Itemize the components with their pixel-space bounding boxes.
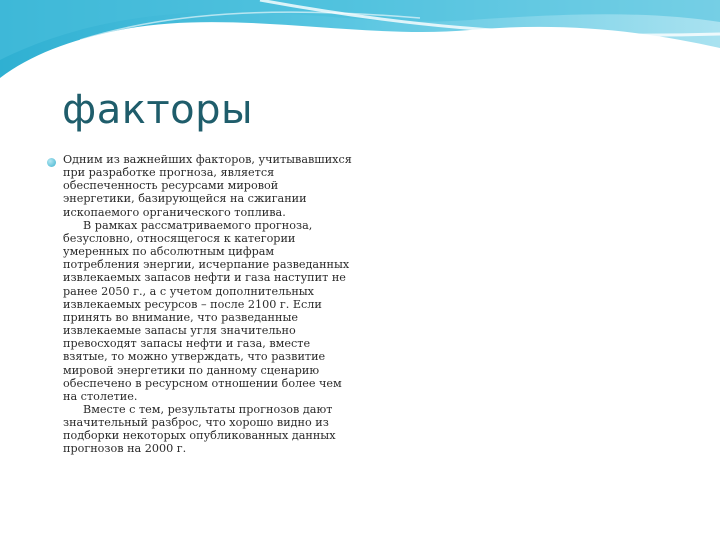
- slide-body: [63, 153, 353, 456]
- body-paragraph: В рамках рассматриваемого прогноза, безусловно, относящегося к категории умеренных по абсолютным цифрам потребления энергии, исчерпание разведанных извлекаемых запасов нефти и газа наступит не ранее 2050 г., а с учетом дополнительных извлекаемых ресурсов – после 2100 г. Если принять во внимание, что разведанные извлекаемые запасы угля значительно превосходят запасы нефти и газа, вместе взятые, то можно утверждать, что развитие мировой энергетики по данному сценарию обеспечено в ресурсном отношении более чем на столетие.: [63, 218, 350, 403]
- body-paragraph: Одним из важнейших факторов, учитывавшихся при разработке прогноза, является обеспеченность ресурсами мировой энергетики, базирующейся на сжигании ископаемого органического топлива.: [63, 153, 352, 219]
- header-wave-decoration: [0, 0, 720, 100]
- slide-title: факторы: [62, 87, 254, 133]
- bullet-icon: [47, 158, 56, 167]
- body-paragraph: Вместе с тем, результаты прогнозов дают значительный разброс, что хорошо видно из подборки некоторых опубликованных данных прогнозов на 2000 г.: [63, 402, 336, 456]
